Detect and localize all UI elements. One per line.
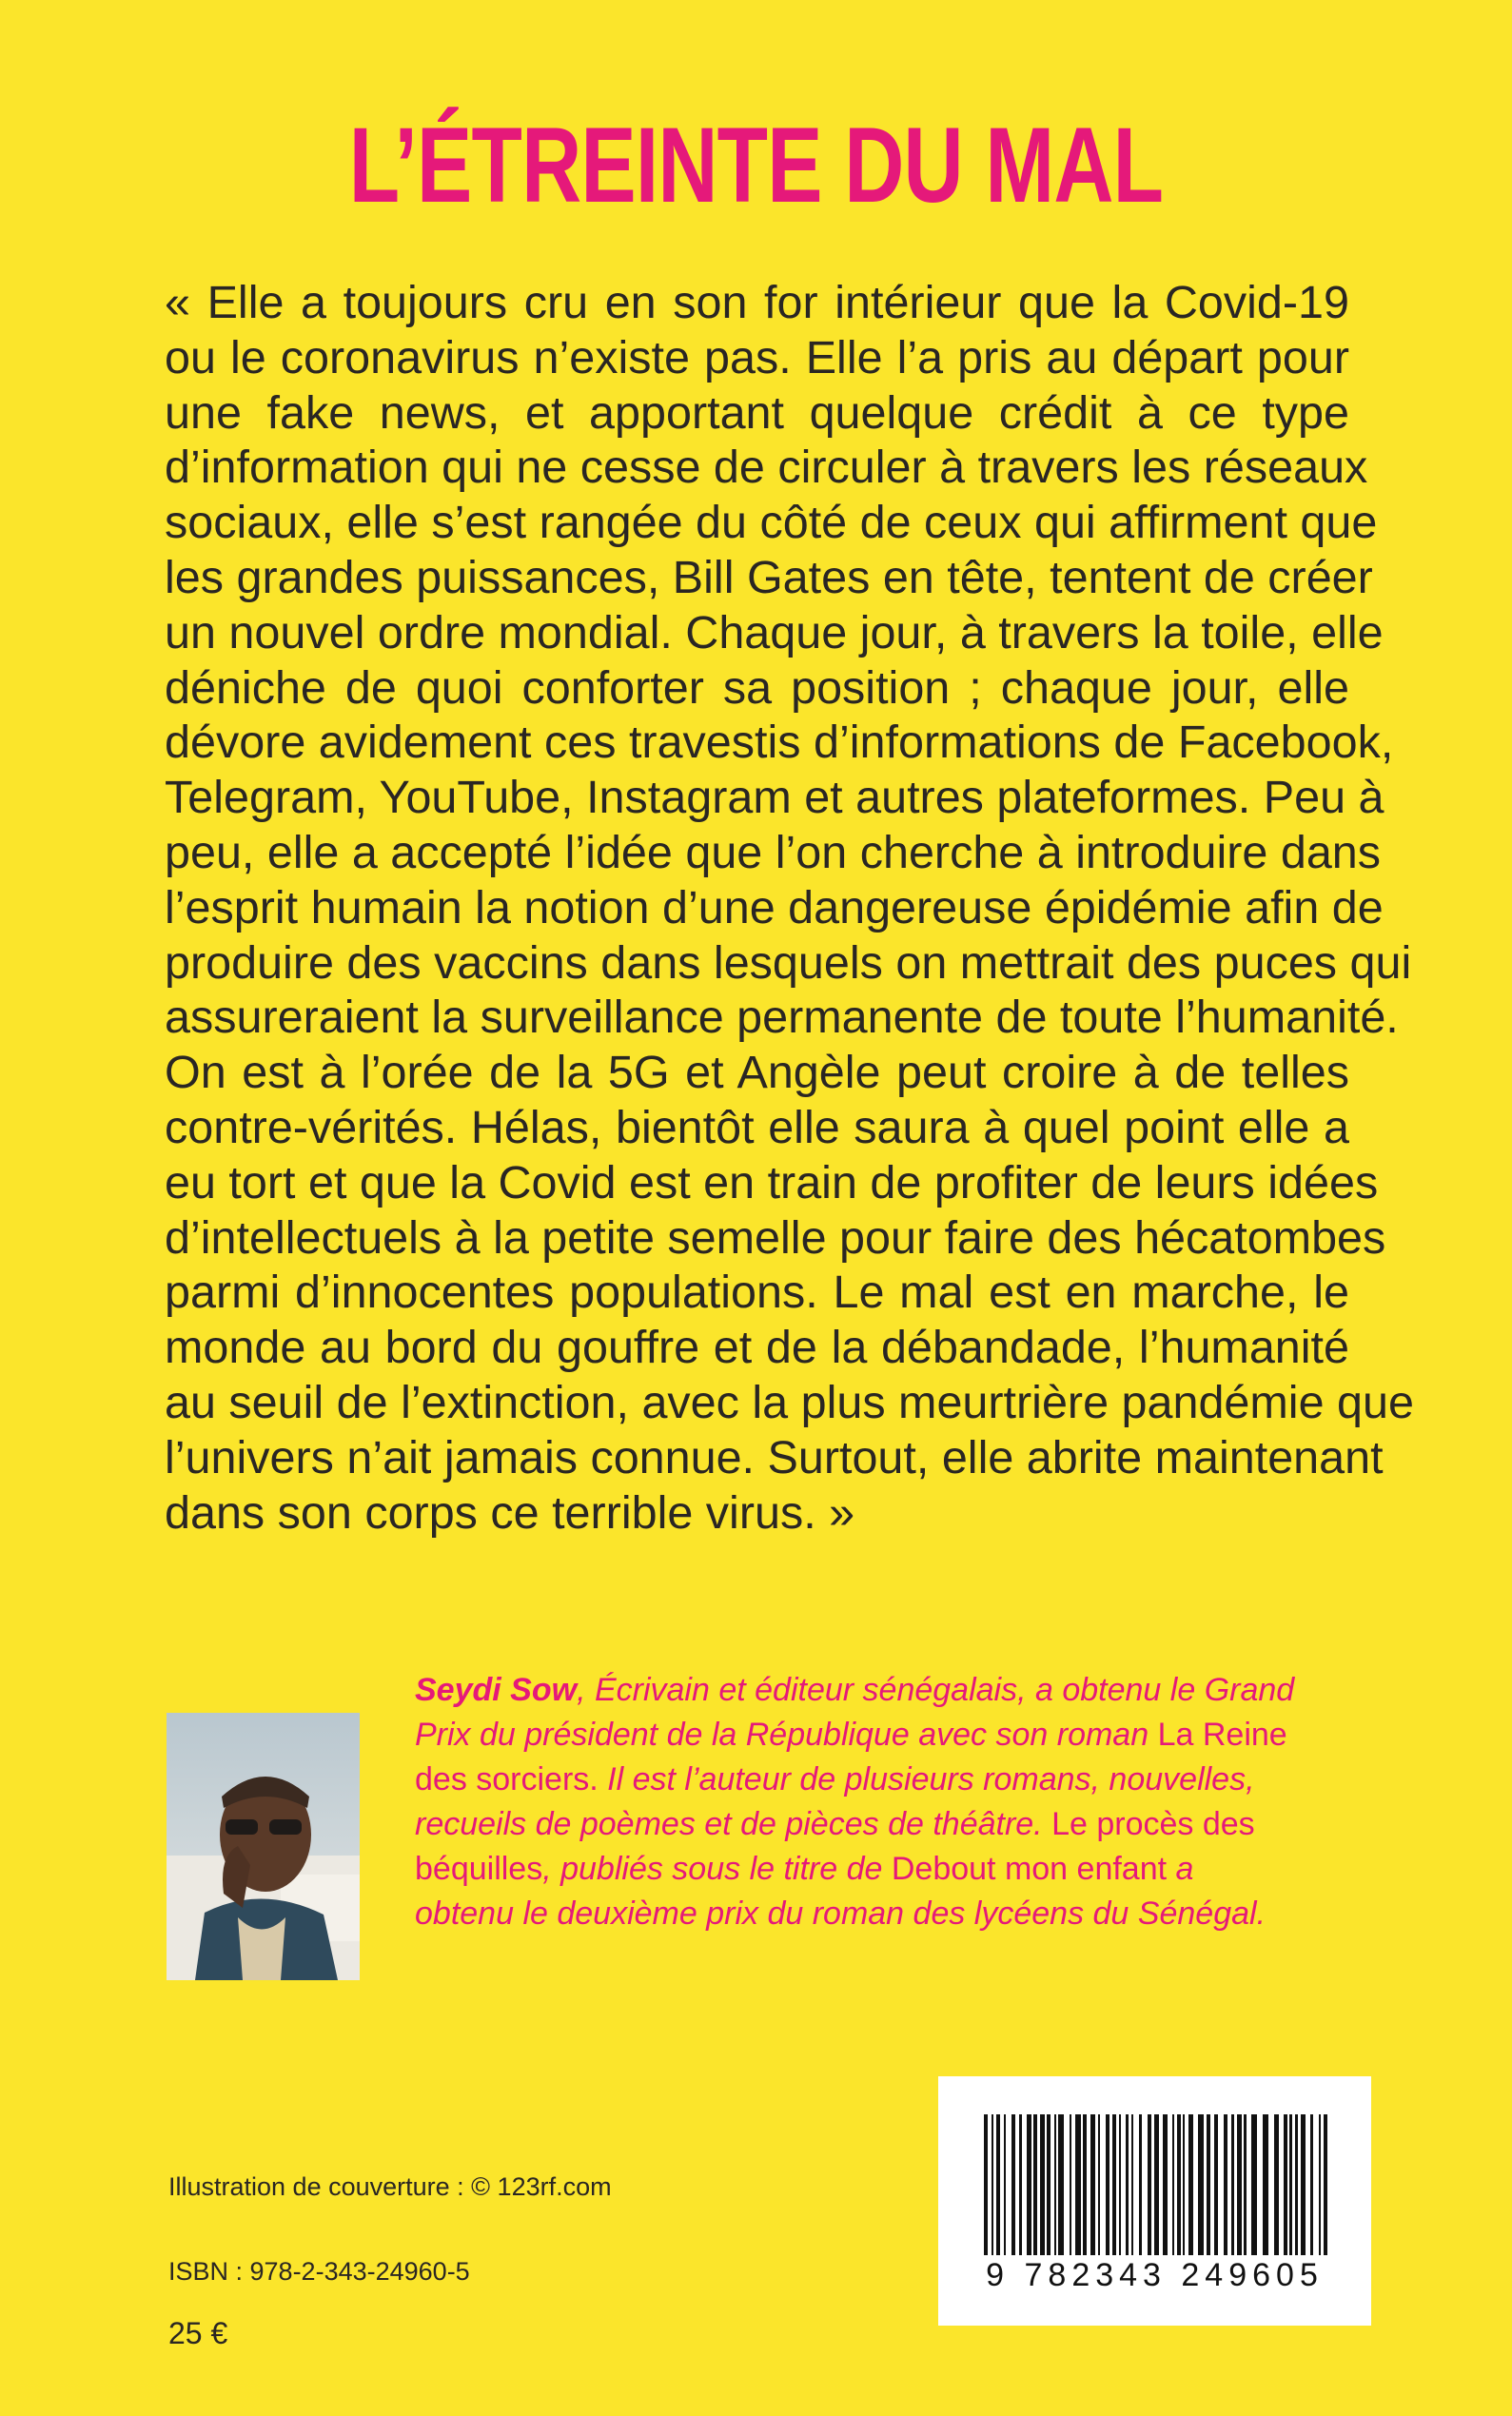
blurb-line: sociaux, elle s’est rangée du côté de ceux qui affirment que [165,497,1378,549]
barcode-bars [938,2076,1371,2262]
bio-line-3: des sorciers. Il est l’auteur de plusieurs romans, nouvelles, [415,1761,1255,1797]
barcode-bar [1027,2114,1031,2255]
blurb-line: d’information qui ne cesse de circuler à travers les réseaux [165,442,1368,494]
blurb-line: monde au bord du gouffre et de la débandade, l’humanité [165,1322,1349,1374]
price: 25 € [168,2316,228,2350]
isbn: ISBN : 978-2-343-24960-5 [168,2257,470,2286]
barcode-bar [1295,2114,1298,2255]
author-bio [415,1668,1351,1936]
blurb-line: Telegram, YouTube, Instagram et autres plateformes. Peu à [165,772,1384,824]
author-portrait-illustration [167,1713,360,1980]
barcode-bar [1224,2114,1227,2255]
blurb-line: peu, elle a accepté l’idée que l’on cherche à introduire dans [165,826,1382,878]
bio-line-4: recueils de poèmes et de pièces de théâtre. Le procès des [415,1806,1255,1842]
barcode-bar [1004,2114,1006,2255]
barcode-bar [1154,2114,1159,2255]
barcode-bar [1263,2114,1268,2255]
author-name: Seydi Sow [415,1672,578,1708]
blurb-line: « Elle a toujours cru en son for intérieur que la Covid-19 [165,277,1349,328]
blurb-line: dévore avidement ces travestis d’informations de Facebook, [165,717,1394,769]
blurb-line: ou le coronavirus n’existe pas. Elle l’a pris au départ pour [165,331,1349,383]
blurb-line: l’univers n’ait jamais connue. Surtout, elle abrite maintenant [165,1431,1384,1483]
barcode-bar [1112,2114,1116,2255]
bio-line-2: Prix du président de la République avec son roman La Reine [415,1717,1287,1753]
blurb-line: une fake news, et apportant quelque crédit à ce type [165,386,1349,439]
blurb-line: dans son corps ce terrible virus. » [165,1486,855,1539]
barcode-bar [1090,2114,1095,2255]
barcode-bar [1083,2114,1087,2255]
barcode-bar [992,2114,993,2255]
book-title-debout: Debout mon enfant [882,1851,1168,1887]
barcode-bar [1274,2114,1279,2255]
barcode-bar [1047,2114,1051,2255]
barcode-bar [1126,2114,1129,2255]
bio-line-6: obtenu le deuxième prix du roman des lycéens du Sénégal. [415,1895,1267,1932]
barcode-bar [1054,2114,1056,2255]
barcode-bar [1070,2114,1071,2255]
barcode-bar [1289,2114,1292,2255]
barcode-bar [1119,2114,1121,2255]
blurb-line: déniche de quoi conforter sa position ; chaque jour, elle [165,661,1349,714]
cover-illustration-credit: Illustration de couverture : © 123rf.com [168,2172,612,2201]
barcode-bar [1075,2114,1081,2255]
author-photo [167,1713,360,1980]
book-title-proces: Le procès des [1042,1806,1255,1842]
barcode-bar [1244,2114,1247,2255]
barcode-digits: 9 782343 249605 [986,2257,1324,2293]
blurb-line: assureraient la surveillance permanente de toute l’humanité. [165,992,1399,1044]
barcode-bar [1139,2114,1142,2255]
barcode-bar [1177,2114,1181,2255]
blurb-line: au seuil de l’extinction, avec la plus meurtrière pandémie que [165,1376,1414,1428]
blurb-line: contre-vérités. Hélas, bientôt elle saura à quel point elle a [165,1101,1349,1153]
barcode [938,2076,1371,2326]
back-cover-blurb [165,276,1414,1541]
bio-line-1: Seydi Sow, Écrivain et éditeur sénégalais, a obtenu le Grand [415,1672,1295,1708]
barcode-bar [1098,2114,1100,2255]
barcode-bar [1011,2114,1015,2255]
bio-line-5: béquilles, publiés sous le titre de Debout mon enfant a [415,1851,1194,1887]
barcode-bar [1040,2114,1045,2255]
barcode-bar [1301,2114,1306,2255]
barcode-bar [1324,2114,1327,2255]
barcode-bar [1237,2114,1242,2255]
blurb-line: l’esprit humain la notion d’une dangereuse épidémie afin de [165,881,1384,933]
barcode-bar [984,2114,988,2255]
barcode-bar [1231,2114,1234,2255]
barcode-bar [1207,2114,1210,2255]
barcode-bar [1198,2114,1204,2255]
blurb-line: d’intellectuels à la petite semelle pour faire des hécatombes [165,1211,1386,1264]
barcode-bar [1251,2114,1257,2255]
book-title: L’ÉTREINTE DU MAL [348,106,1164,225]
blurb-line: On est à l’orée de la 5G et Angèle peut croire à de telles [165,1047,1349,1099]
barcode-bar [1183,2114,1185,2255]
barcode-bar [1214,2114,1218,2255]
barcode-bar [996,2114,1000,2255]
barcode-bar [1148,2114,1151,2255]
barcode-bar [1284,2114,1287,2255]
barcode-bar [1163,2114,1168,2255]
blurb-line: parmi d’innocentes populations. Le mal est en marche, le [165,1267,1349,1319]
blurb-line: les grandes puissances, Bill Gates en tête, tentent de créer [165,551,1373,603]
barcode-bar [1188,2114,1193,2255]
barcode-bar [1058,2114,1064,2255]
book-title-reine: La Reine [1149,1717,1287,1753]
barcode-bar [1319,2114,1321,2255]
barcode-bar [1033,2114,1037,2255]
blurb-line: produire des vaccins dans lesquels on mettrait des puces qui [165,936,1412,989]
blurb-line: eu tort et que la Covid est en train de profiter de leurs idées [165,1156,1379,1208]
barcode-bar [1106,2114,1109,2255]
barcode-bar [1310,2114,1313,2255]
barcode-bar [1019,2114,1022,2255]
blurb-line: un nouvel ordre mondial. Chaque jour, à travers la toile, elle [165,606,1384,658]
barcode-bar [1172,2114,1174,2255]
barcode-bar [1131,2114,1133,2255]
